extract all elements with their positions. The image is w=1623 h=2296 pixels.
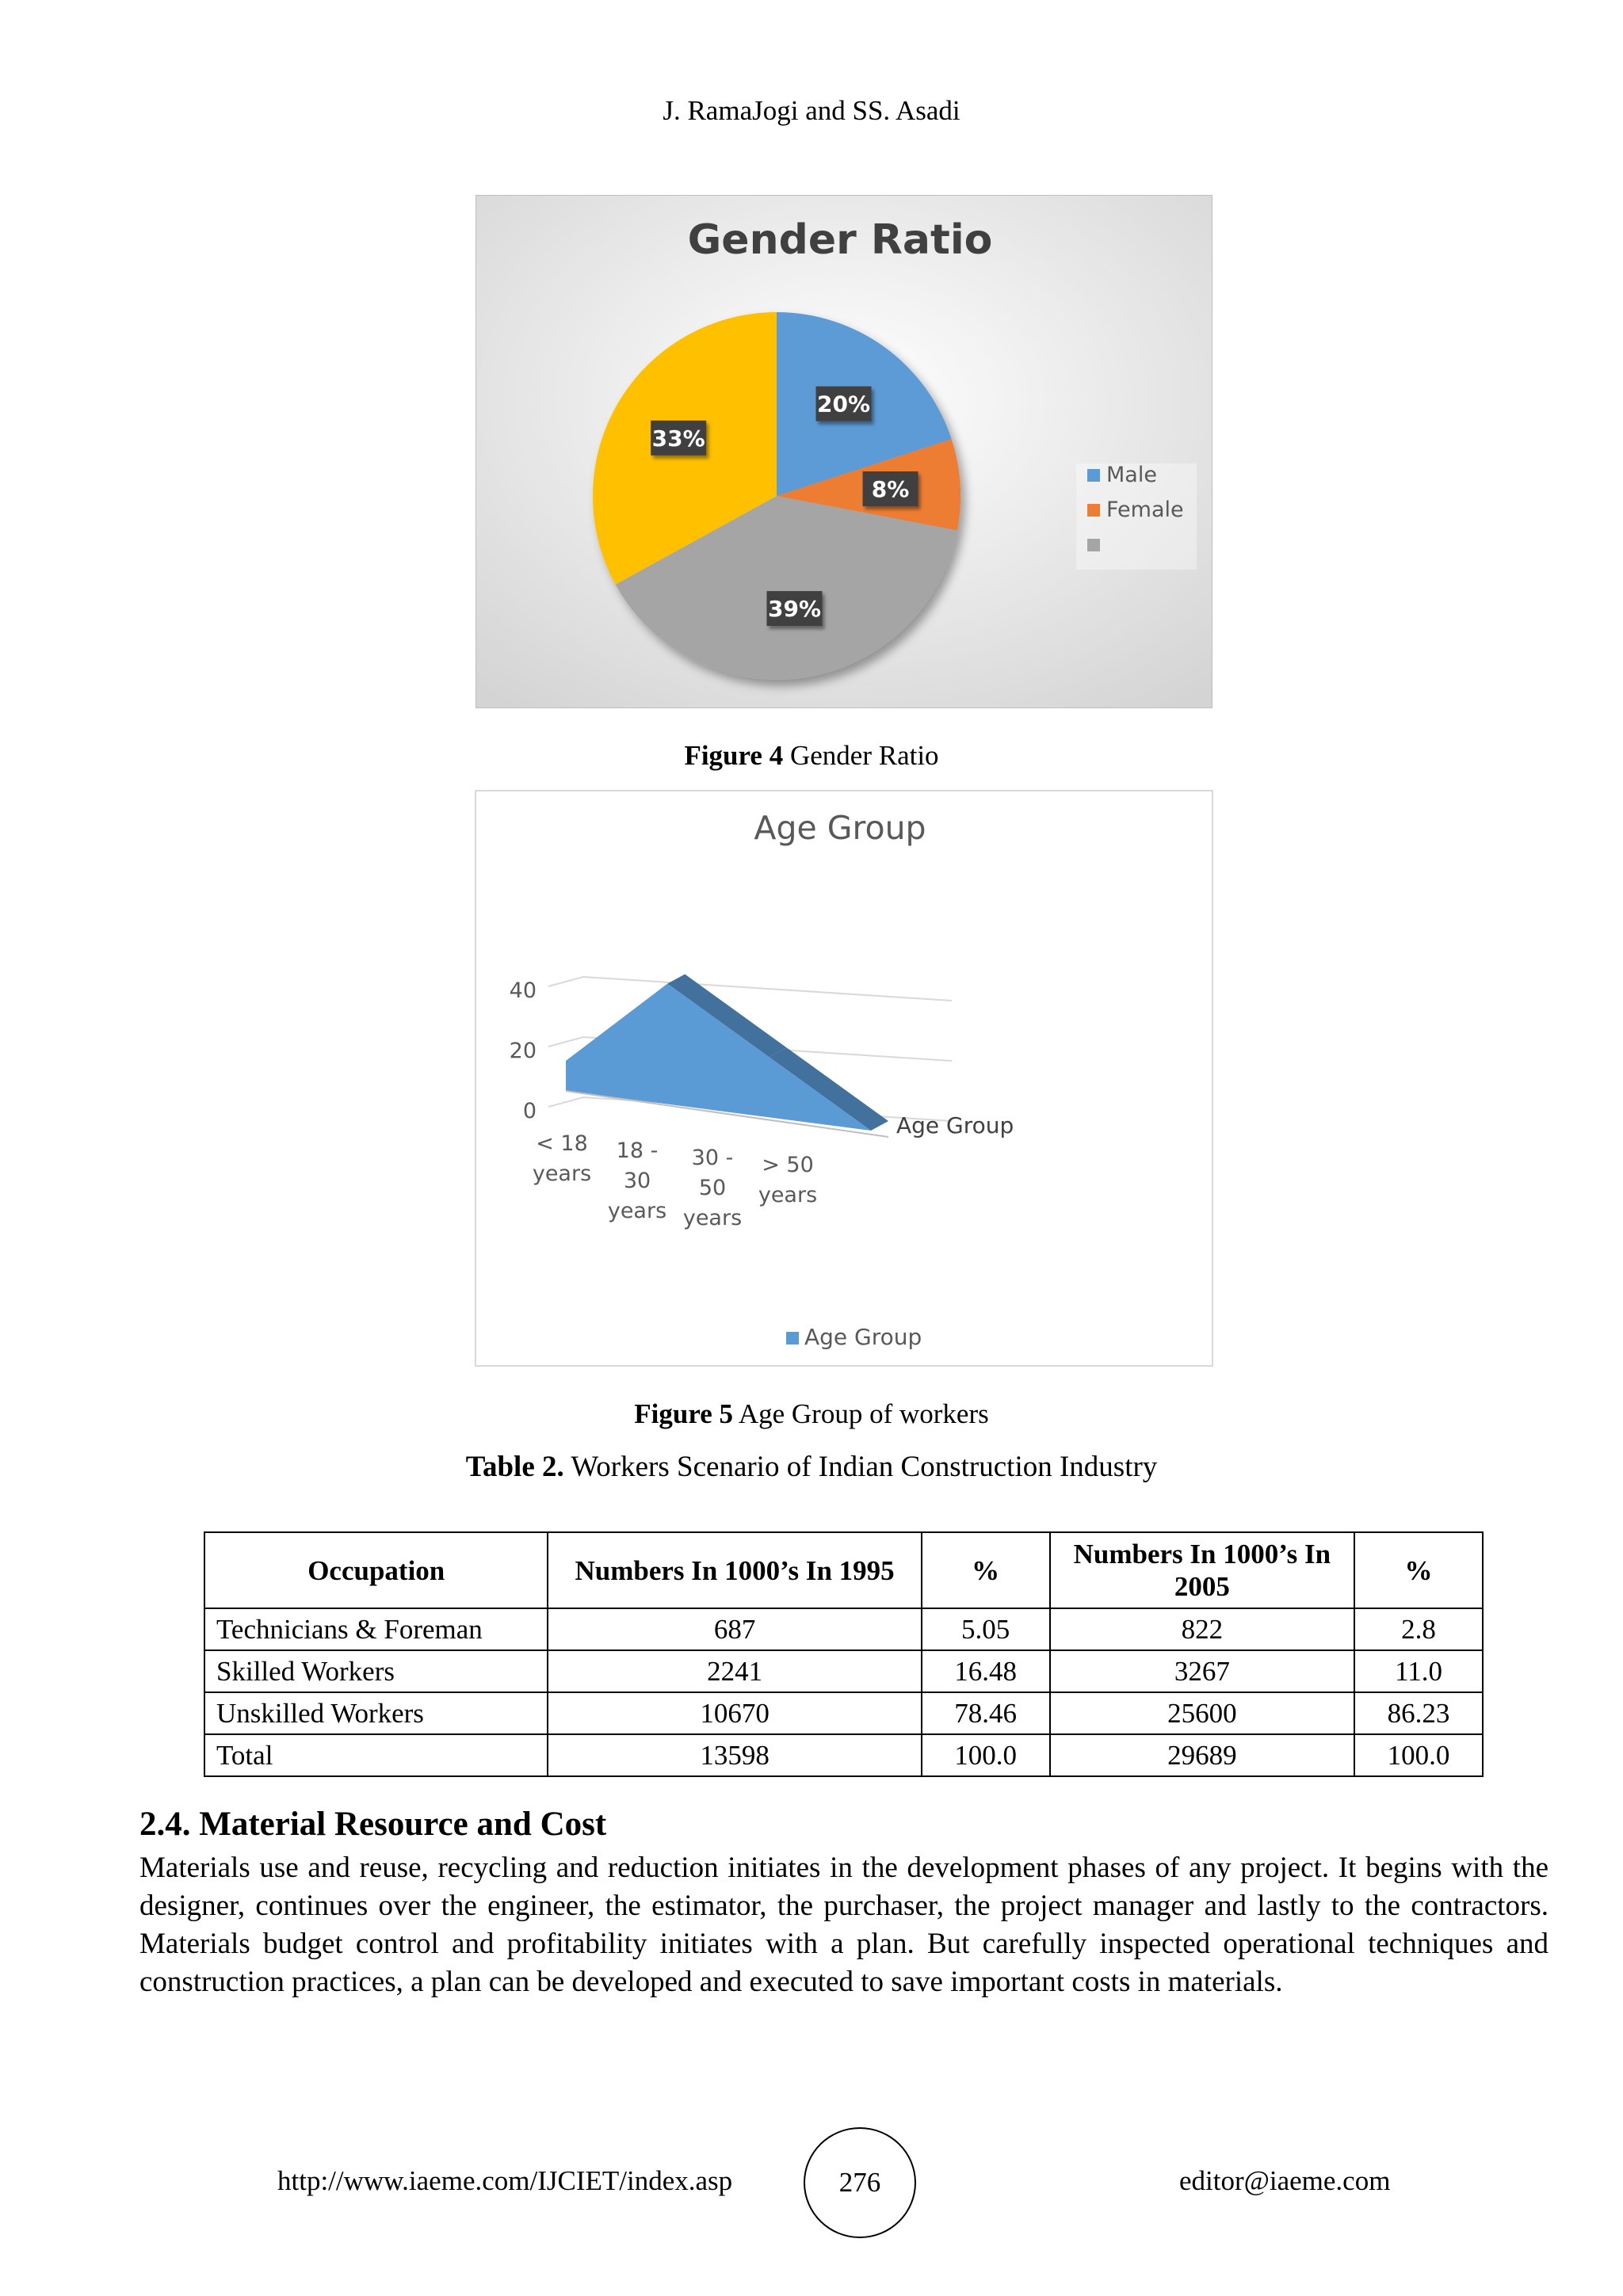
legend-swatch — [1087, 469, 1100, 482]
legend-label: Male — [1106, 463, 1157, 487]
chart-title: Gender Ratio — [687, 216, 993, 264]
table-cell: 29689 — [1050, 1734, 1354, 1776]
header-numbers-2005: Numbers In 1000’s In 2005 — [1050, 1532, 1354, 1608]
svg-text:30 -: 30 - — [691, 1146, 734, 1170]
page-number — [804, 2127, 916, 2238]
table-row — [204, 1692, 1483, 1734]
svg-text:18 -: 18 - — [616, 1138, 659, 1163]
figure-5-caption — [0, 1398, 1623, 1430]
table-cell: 10670 — [548, 1692, 921, 1734]
y-tick-label: 40 — [509, 978, 537, 1003]
table-cell: 100.0 — [922, 1734, 1050, 1776]
workers-table — [204, 1531, 1484, 1777]
section-heading: 2.4. Material Resource and Cost — [139, 1806, 607, 1843]
depth-axis-label: Age Group — [896, 1112, 1014, 1138]
table-cell: 100.0 — [1354, 1734, 1483, 1776]
table-2-text: Workers Scenario of Indian Construction Industry — [571, 1451, 1158, 1483]
table-cell: 687 — [548, 1608, 921, 1650]
header-numbers-1995: Numbers In 1000’s In 1995 — [548, 1532, 921, 1608]
header-percent-2005: % — [1354, 1532, 1483, 1608]
footer-url[interactable]: http://www.iaeme.com/IJCIET/index.asp — [277, 2165, 733, 2196]
table-2-label: Table 2. — [465, 1451, 564, 1483]
table-cell: Unskilled Workers — [204, 1692, 548, 1734]
figure-5-label: Figure 5 — [634, 1398, 734, 1429]
header-percent-1995: % — [922, 1532, 1050, 1608]
pie-data-label — [863, 471, 918, 506]
table-cell: 78.46 — [922, 1692, 1050, 1734]
legend-swatch — [1087, 539, 1100, 551]
table-row — [204, 1650, 1483, 1692]
pie-data-label — [767, 591, 823, 626]
svg-text:39%: 39% — [767, 596, 822, 623]
legend-swatch — [1087, 504, 1100, 517]
table-cell: 86.23 — [1354, 1692, 1483, 1734]
svg-text:< 18: < 18 — [536, 1131, 588, 1156]
table-cell: Skilled Workers — [204, 1650, 548, 1692]
chart-legend — [786, 1324, 922, 1350]
svg-text:years: years — [758, 1183, 818, 1207]
table-cell: 11.0 — [1354, 1650, 1483, 1692]
table-cell: Total — [204, 1734, 548, 1776]
table-row — [204, 1608, 1483, 1650]
svg-text:years: years — [682, 1206, 743, 1230]
svg-text:> 50: > 50 — [762, 1153, 814, 1177]
table-cell: 5.05 — [922, 1608, 1050, 1650]
table-cell: 13598 — [548, 1734, 921, 1776]
pie-data-label — [651, 421, 706, 456]
figure-4-caption — [0, 740, 1623, 772]
figure-5-text: Age Group of workers — [738, 1398, 989, 1429]
pie-data-label — [816, 387, 872, 421]
svg-text:8%: 8% — [871, 475, 910, 502]
table-cell: 25600 — [1050, 1692, 1354, 1734]
svg-text:20%: 20% — [817, 391, 871, 418]
legend-label: Age Group — [804, 1324, 922, 1350]
chart-title: Age Group — [754, 809, 926, 847]
svg-text:50: 50 — [698, 1176, 727, 1200]
table-2-caption — [0, 1450, 1623, 1484]
svg-text:30: 30 — [623, 1169, 651, 1193]
age-group-chart — [475, 790, 1213, 1367]
table-header-row — [204, 1532, 1483, 1608]
section-paragraph: Materials use and reuse, recycling and reduction initiates in the development phases of any project. It begins with the designer, continues over the engineer, the estimator, the purchaser, the project manager and lastly to the contractors. Materials budget control and profitability initiates with a plan. But carefully inspected operational techniques and construction practices, a plan can be developed and executed to save important costs in materials. — [139, 1852, 1549, 1998]
figure-4-text: Gender Ratio — [789, 740, 939, 771]
svg-text:years: years — [532, 1161, 592, 1186]
table-cell: 16.48 — [922, 1650, 1050, 1692]
legend-label: Female — [1106, 498, 1184, 522]
y-tick-label: 20 — [509, 1039, 537, 1063]
header-occupation: Occupation — [204, 1532, 548, 1608]
y-tick-label: 0 — [522, 1099, 537, 1123]
svg-text:years: years — [607, 1199, 667, 1223]
chart-legend — [1076, 463, 1197, 570]
table-cell: 2.8 — [1354, 1608, 1483, 1650]
svg-text:33%: 33% — [651, 425, 705, 452]
running-head: J. RamaJogi and SS. Asadi — [663, 95, 960, 126]
table-row — [204, 1734, 1483, 1776]
table-cell: 3267 — [1050, 1650, 1354, 1692]
table-cell: 822 — [1050, 1608, 1354, 1650]
table-cell: Technicians & Foreman — [204, 1608, 548, 1650]
figure-4-label: Figure 4 — [684, 740, 784, 771]
gender-ratio-chart — [475, 195, 1212, 708]
page-number-text: 276 — [838, 2167, 881, 2198]
legend-swatch — [786, 1332, 799, 1344]
footer-email[interactable]: editor@iaeme.com — [1179, 2165, 1391, 2196]
table-cell: 2241 — [548, 1650, 921, 1692]
